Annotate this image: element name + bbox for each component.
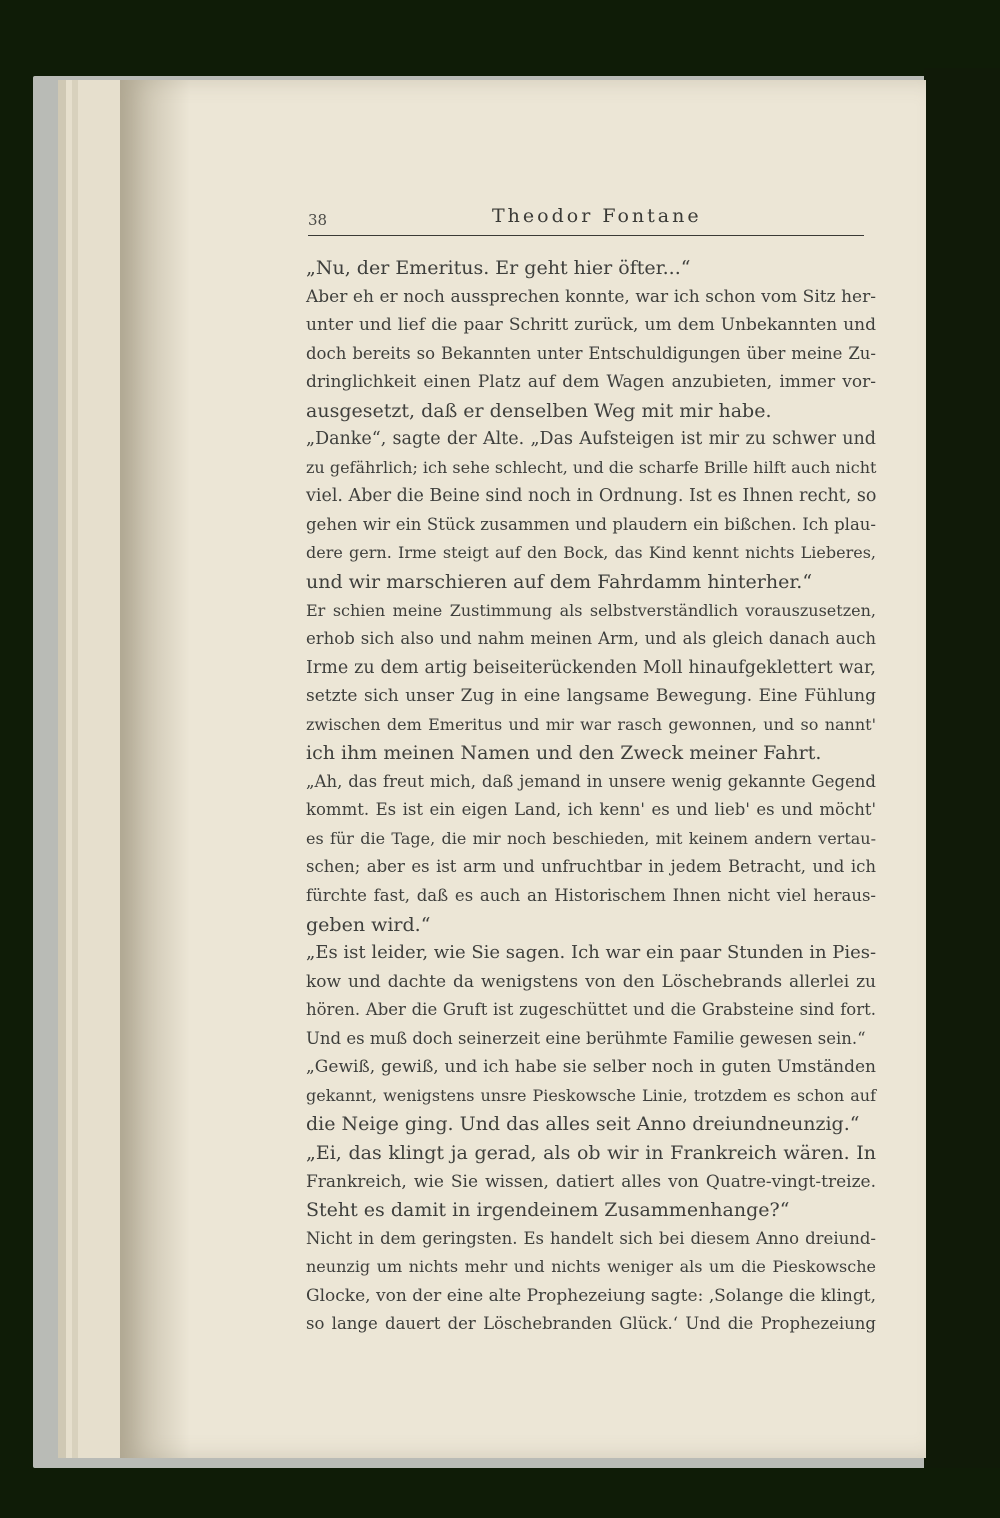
text-line: schen; aber es ist arm und unfruchtbar in jedem Betracht, und ich (306, 857, 876, 877)
text-line: zwischen dem Emeritus und mir war rasch gewonnen, und so nannt' (306, 714, 876, 734)
adjacent-page-edge (924, 68, 1000, 1468)
text-line: viel. Aber die Beine sind noch in Ordnung. Ist es Ihnen recht, so (306, 486, 877, 507)
text-line: Nicht in dem geringsten. Es handelt sich bei diesem Anno dreiund- (306, 1228, 876, 1248)
text-line: Aber eh er noch aussprechen konnte, war ich schon vom Sitz her- (306, 286, 876, 307)
text-line: fürchte fast, daß es auch an Historischem Ihnen nicht viel heraus- (306, 886, 876, 906)
page-number: 38 (308, 211, 328, 229)
text-line: Er schien meine Zustimmung als selbstverständlich vorauszusetzen, (306, 600, 876, 620)
text-line: zu gefährlich; ich sehe schlecht, und die scharfe Brille hilft auch nicht (306, 457, 877, 477)
text-line: „Gewiß, gewiß, und ich habe sie selber noch in guten Umständen (306, 1057, 876, 1078)
text-line: und wir marschieren auf dem Fahrdamm hinterher.“ (306, 571, 813, 594)
text-line: erhob sich also und nahm meinen Arm, und als gleich danach auch (306, 629, 876, 649)
text-line: Frankreich, wie Sie wissen, datiert alles von Quatre-vingt-treize. (306, 1171, 876, 1192)
text-line: die Neige ging. Und das alles seit Anno dreiundneunzig.“ (306, 1113, 860, 1136)
text-line: neunzig um nichts mehr und nichts weniger als um die Pieskowsche (306, 1257, 876, 1277)
text-line: setzte sich unser Zug in eine langsame Bewegung. Eine Fühlung (306, 686, 876, 707)
text-line: „Danke“, sagte der Alte. „Das Aufsteigen ist mir zu schwer und (306, 429, 876, 450)
text-line: Und es muß doch seinerzeit eine berühmte Familie gewesen sein.“ (306, 1028, 866, 1048)
text-line: „Ei, das klingt ja gerad, als ob wir in Frankreich wären. In (306, 1141, 876, 1164)
text-line: hören. Aber die Gruft ist zugeschüttet und die Grabsteine sind fort. (306, 1000, 876, 1020)
text-line: so lange dauert der Löschebranden Glück.‘ Und die Prophezeiung (306, 1314, 876, 1334)
text-line: gekannt, wenigstens unsre Pieskowsche Linie, trotzdem es schon auf (306, 1085, 876, 1105)
text-line: dere gern. Irme steigt auf den Bock, das Kind kennt nichts Lieberes, (306, 543, 876, 563)
body-text (306, 254, 876, 1339)
text-line: es für die Tage, die mir noch beschieden, mit keinem andern vertau- (306, 828, 876, 848)
text-line: ich ihm meinen Namen und den Zweck meiner Fahrt. (306, 742, 822, 765)
spine-shadow (120, 80, 190, 1458)
text-line: unter und lief die paar Schritt zurück, um dem Unbekannten und (306, 315, 876, 336)
text-line: ausgesetzt, daß er denselben Weg mit mir habe. (306, 399, 772, 422)
text-line: „Es ist leider, wie Sie sagen. Ich war ein paar Stunden in Pies- (306, 942, 877, 964)
running-head: Theodor Fontane (492, 205, 702, 227)
page-header (308, 205, 864, 236)
text-line: „Nu, der Emeritus. Er geht hier öfter...“ (306, 257, 691, 279)
text-line: geben wird.“ (306, 913, 431, 936)
text-line: gehen wir ein Stück zusammen und plaudern ein bißchen. Ich plau- (306, 514, 876, 534)
text-line: Glocke, von der eine alte Prophezeiung sagte: ‚Solange die klingt, (306, 1285, 876, 1306)
text-line: Steht es damit in irgendeinem Zusammenhange?“ (306, 1199, 790, 1222)
text-line: Irme zu dem artig beiseiterückenden Moll hinaufgeklettert war, (306, 657, 876, 678)
text-line: dringlichkeit einen Platz auf dem Wagen anzubieten, immer vor- (306, 372, 876, 393)
text-line: „Ah, das freut mich, daß jemand in unsere wenig gekannte Gegend (306, 771, 876, 791)
text-line: doch bereits so Bekannten unter Entschuldigungen über meine Zu- (306, 343, 876, 363)
text-line: kommt. Es ist ein eigen Land, ich kenn' es und lieb' es und möcht' (306, 800, 876, 820)
text-line: kow und dachte da wenigstens von den Löschebrands allerlei zu (306, 971, 876, 992)
